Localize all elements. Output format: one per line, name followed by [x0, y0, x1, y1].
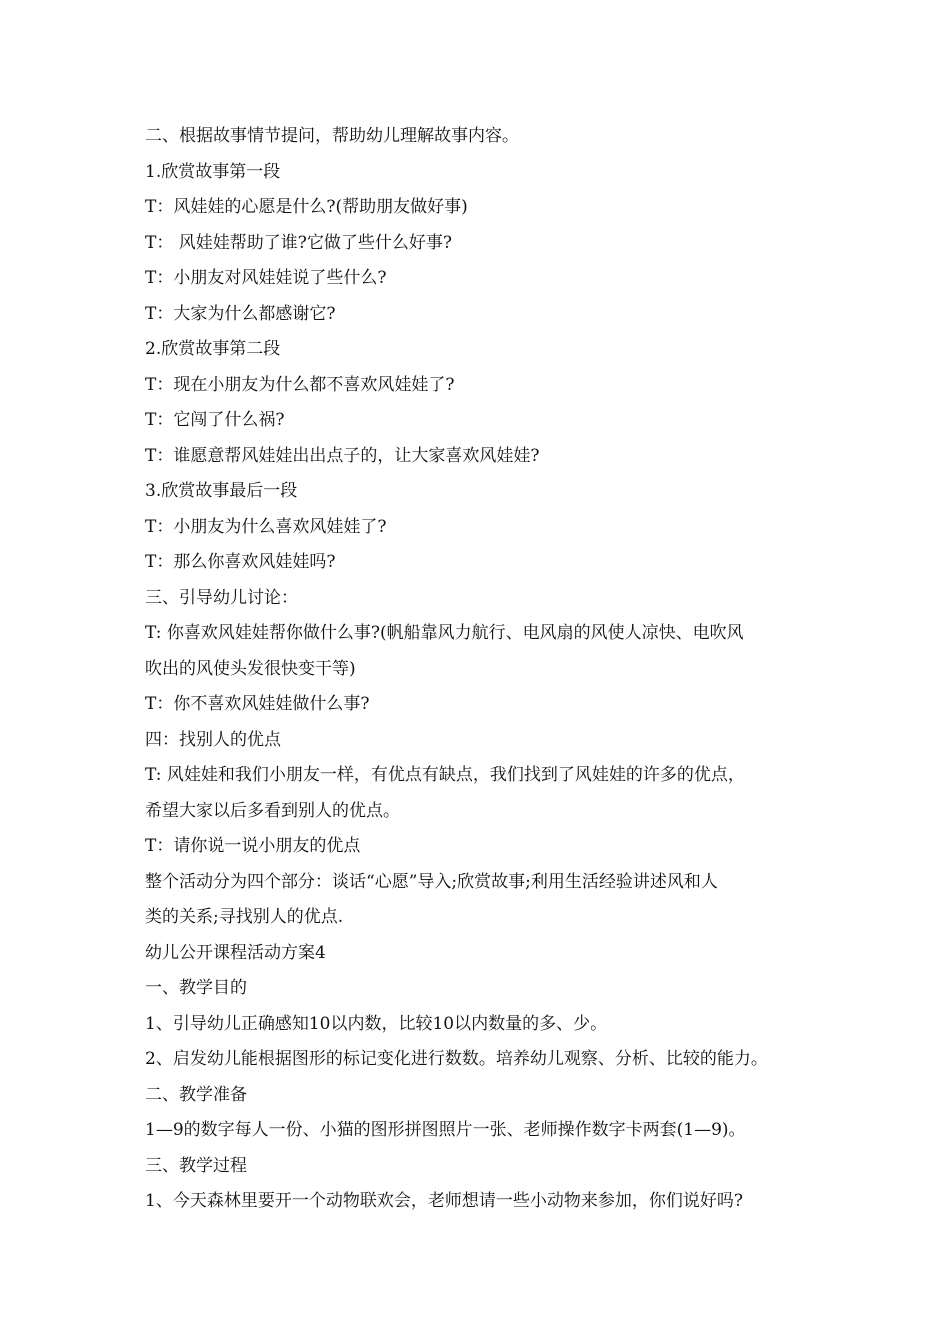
question-line: T：请你说一说小朋友的优点	[145, 836, 361, 856]
question-line: T：大家为什么都感谢它?	[145, 303, 336, 324]
plan-title: 幼儿公开课程活动方案4	[145, 942, 326, 963]
summary-line: 整个活动分为四个部分：谈话“心愿”导入;欣赏故事;利用生活经验讲述风和人	[145, 871, 718, 892]
subheading-story-part-1: 1.欣赏故事第一段	[145, 161, 281, 182]
document-body	[145, 119, 815, 1220]
section-heading-2: 二、根据故事情节提问，帮助幼儿理解故事内容。	[145, 126, 519, 146]
question-line: T：小朋友为什么喜欢风娃娃了?	[145, 516, 387, 537]
objective-item: 1、引导幼儿正确感知10以内数，比较10以内数量的多、少。	[145, 1013, 608, 1034]
section-heading-3: 三、引导幼儿讨论：	[145, 587, 298, 608]
section-heading-process: 三、教学过程	[145, 1155, 247, 1176]
question-line: T：现在小朋友为什么都不喜欢风娃娃了?	[145, 374, 455, 395]
question-line: T：小朋友对风娃娃说了些什么?	[145, 268, 387, 288]
question-line: T：它闯了什么祸?	[145, 410, 285, 430]
question-line: T：那么你喜欢风娃娃吗?	[145, 552, 336, 572]
section-heading-4: 四：找别人的优点	[145, 729, 281, 750]
section-heading-objectives: 一、教学目的	[145, 978, 247, 998]
question-line: T：你不喜欢风娃娃做什么事?	[145, 694, 370, 714]
summary-line: 类的关系;寻找别人的优点.	[145, 907, 344, 927]
subheading-story-part-2: 2.欣赏故事第二段	[145, 339, 281, 359]
paragraph-line: 吹出的风使头发很快变干等)	[145, 658, 356, 679]
process-item: 1、今天森林里要开一个动物联欢会，老师想请一些小动物来参加，你们说好吗?	[145, 1191, 743, 1211]
preparation-item: 1—9的数字每人一份、小猫的图形拼图照片一张、老师操作数字卡两套(1—9)。	[145, 1120, 746, 1140]
subheading-story-part-3: 3.欣赏故事最后一段	[145, 481, 298, 501]
paragraph-line: 希望大家以后多看到别人的优点。	[145, 800, 400, 821]
objective-item: 2、启发幼儿能根据图形的标记变化进行数数。培养幼儿观察、分析、比较的能力。	[145, 1049, 768, 1069]
question-line: T：谁愿意帮风娃娃出出点子的，让大家喜欢风娃娃?	[145, 445, 540, 466]
question-line: T：风娃娃的心愿是什么?(帮助朋友做好事)	[145, 197, 468, 217]
paragraph-line: T: 风娃娃和我们小朋友一样，有优点有缺点，我们找到了风娃娃的许多的优点，	[145, 765, 745, 785]
paragraph-line: T: 你喜欢风娃娃帮你做什么事?(帆船靠风力航行、电风扇的风使人凉快、电吹风	[145, 623, 744, 643]
section-heading-preparation: 二、教学准备	[145, 1084, 247, 1105]
question-line: T： 风娃娃帮助了谁?它做了些什么好事?	[145, 232, 452, 253]
